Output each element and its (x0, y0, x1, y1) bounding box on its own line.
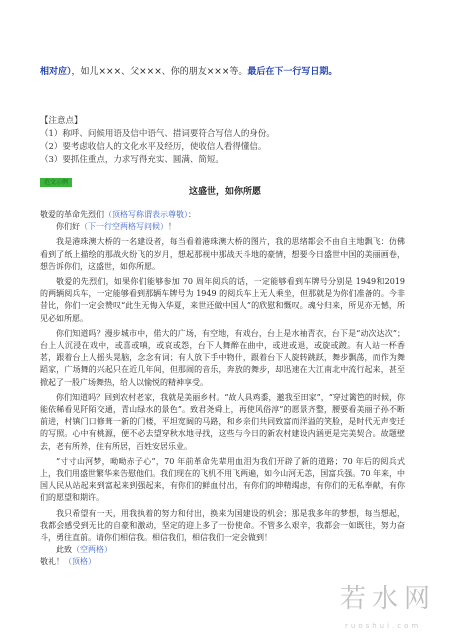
site-watermark-sub: ruoshui.com (345, 622, 422, 630)
essay-title: 这盛世，如你所愿 (188, 187, 261, 197)
essay-body (40, 209, 405, 569)
header-line-mid: ，如儿×××、父×××、你的朋友×××等。 (71, 67, 248, 77)
greeting-text: 你们好 (56, 222, 80, 232)
header-line (40, 66, 337, 78)
greeting-note: （下一行空两格写问候） (80, 222, 168, 232)
closing-text: 此致 (56, 545, 72, 555)
site-watermark: 若水网 (340, 584, 437, 614)
note-item-1: （1）称呼、问候用语及信中语气、措词要符合写信人的身份。 (40, 129, 275, 139)
essay-salutation (40, 209, 405, 221)
essay-greeting (40, 221, 405, 233)
essay-paragraph-2: 敬爱的先烈们，如果你们能够参加 70 周年阅兵的话，一定能够看到车牌号分别是 1949和2019 的两辆阅兵车，一定能够看到那辆车牌号为 1949 的阅兵车上无人乘坐，但那就是为你们准备的。今非昔比，你们一定会赞叹“此生无悔入华夏，来世还做中国人”的欣慰和慨叹。魂兮归来，所见亦无憾，所见必如所愿。 (40, 277, 405, 323)
salutation-end: ： (188, 210, 196, 219)
salutation-text: 敬爱的革命先烈们 (40, 210, 104, 219)
closing-note: （空两格） (72, 545, 112, 555)
header-line-bold: 最后在下一行写日期。 (247, 67, 338, 77)
salutation-note: （顶格写称谓表示尊敬） (104, 210, 188, 219)
essay-paragraph-4: 你们知道吗？回到农村老家，我就是美丽乡村。“故人具鸡黍，邀我至田家”，“穿过篱笆的时候，你能依稀看见阡陌交通，青山绿水的景色”。致君尧舜上，再使风俗淳”的愿景齐整，腰要看美丽子孙不断前进，村镇门口修葺一新的门楼，平坦宽阔的马路，和乡亲们共同致富而洋溢的笑脸，是时代无声变迁的写照。心中有桃源，便不必去望穿秋水地寻找，这些与今日的新农村建设内涵更是完美契合。故题壁去，老有所养，住有所居，百姓安居乐业。 (40, 392, 405, 451)
salute-note: （顶格） (64, 557, 96, 567)
greeting-end: ！ (168, 222, 176, 232)
notes-section (40, 115, 410, 167)
essay-paragraph-5: “寸寸山河梦，呦呦赤子心”，70 年前革命先辈用血泪为我们开辟了新的道路；70 年后的阅兵式上，我们用盛世繁华来告慰他们。我们现在的飞机不用飞两遍，如今山河无恙，国富兵强。70 年来，中国人民从站起来到富起来到强起来，有你们的鲜血付出，有你们的坤精竭虑，有你们的无私奉献，有你们的愿望和期许。 (40, 456, 405, 503)
notes-title: 【注意点】 (40, 116, 83, 126)
salute-text: 敬礼！ (40, 557, 64, 567)
essay-paragraph-6: 我只希望有一天，用我执着的努力和付出，换来为国建设的机会；那是我多年的梦想，每当想起，我都会感受到无比的自豪和激动，坚定的迎上多了一份使命。不管多么艰辛，我都会一如既往，努力奋斗，勇往直前。请你们相信我。相信我们，相信我们一定会做到！ (40, 508, 405, 543)
note-item-3: （3）要抓住重点，力求写得充实、圆满、简短。 (40, 155, 224, 165)
note-item-2: （2）要考虑收信人的文化水平及经历，使收信人看得懂信。 (40, 142, 267, 152)
example-badge-label: 范文示例 (43, 179, 68, 186)
essay-paragraph-3: 你们知道吗？漫步城市中，偌大的广场，有空地，有戏台，台上是水袖青衣，台下是“动次达次”；台上人沉浸在戏中，或喜或嗔，或哀或怨，台下人舞醉在曲中，或进或退，或旋或踱。有人站一杯香茗，跟着台上人摇头晃脑，念念有词；有人放下手中物什，跟着台下人旋转跳跃，舞步飘荡，而作为舞蹈家，广场舞的兴起只在近几年间，但那闹的音乐，奔放的舞步，却迅速在大江南北中流行起来，甚至掀起了一股广场舞热，给人以愉悦的精神享受。 (40, 328, 405, 387)
essay-salute (40, 556, 405, 568)
essay-paragraph-1: 我是港珠澳大桥的一名建设者，每当看着港珠澳大桥的图片，我的思绪都会不由自主地飘飞：仿佛看到了纸上描绘的那战火纷飞的岁月，想起那视中那战天斗地的豪情，想要今日盛世中国的美丽画卷，想告诉你们，这盛世，如你所愿。 (40, 237, 405, 271)
essay-closing (40, 544, 405, 556)
header-line-pre: 相对应） (40, 67, 72, 77)
